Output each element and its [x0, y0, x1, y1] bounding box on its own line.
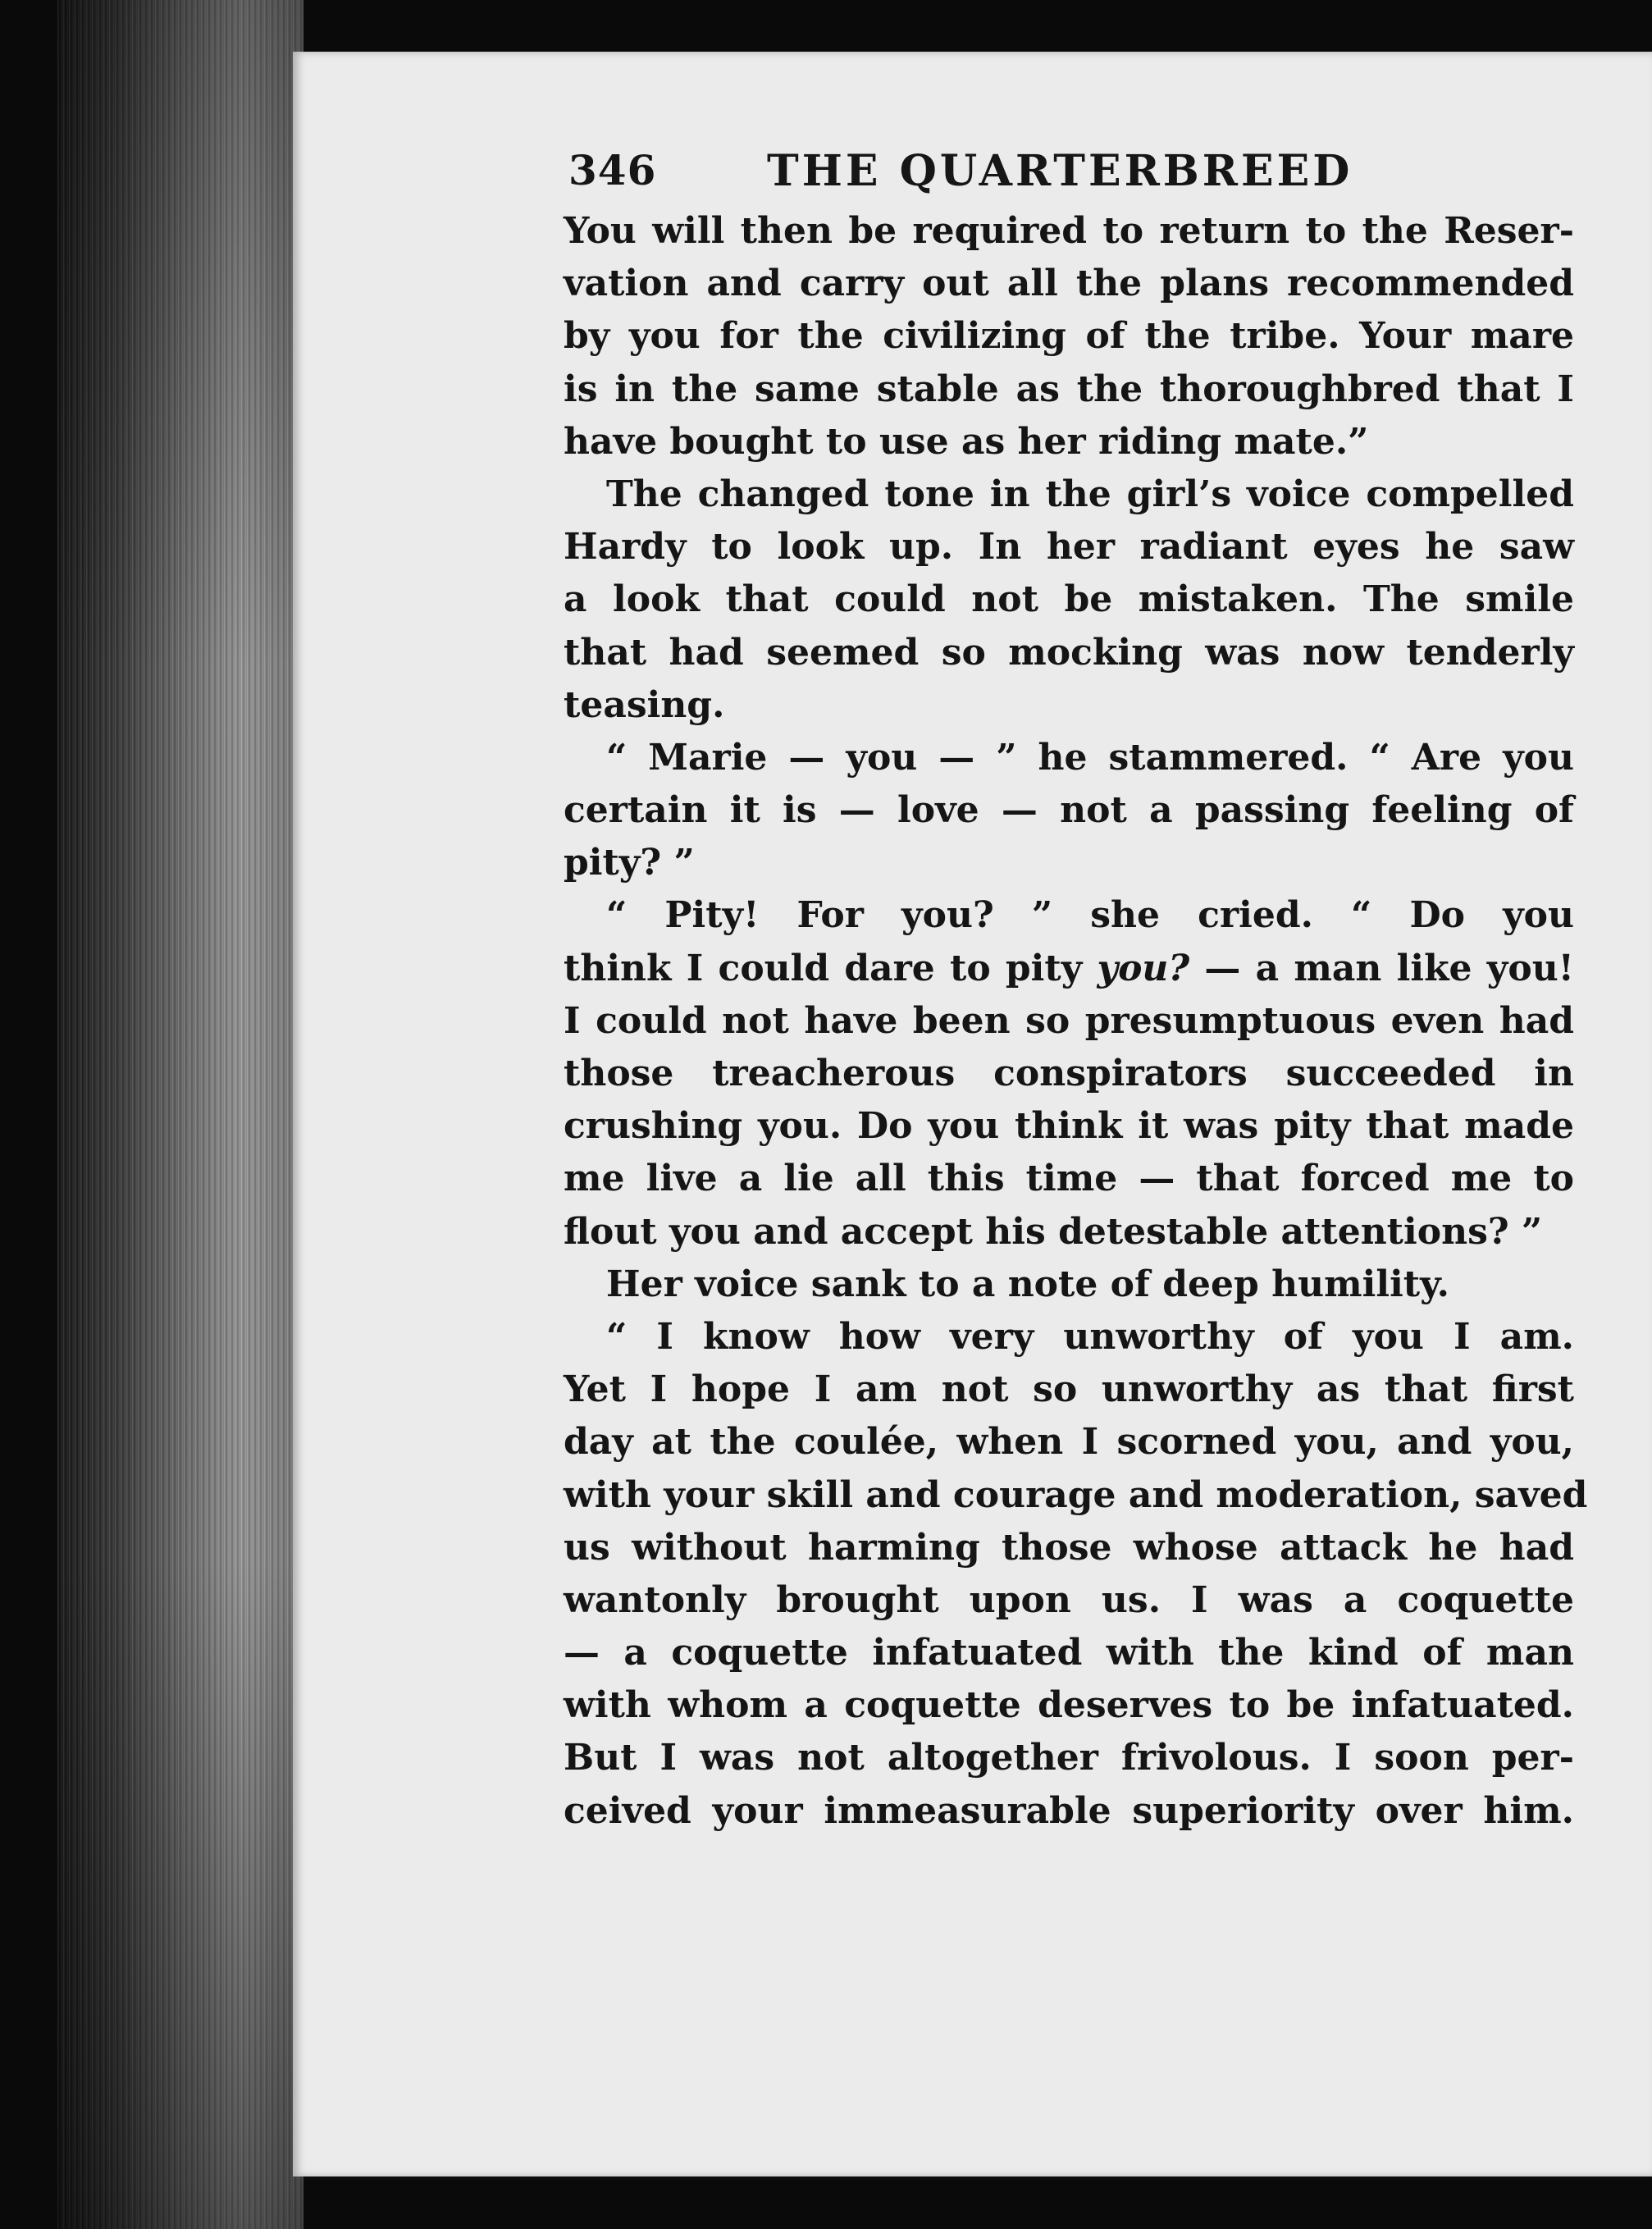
page-number: 346	[568, 146, 657, 194]
text-line: wantonly brought upon us. I was a coquette	[564, 1578, 1574, 1621]
text-line: us without harming those whose attack he had	[564, 1526, 1574, 1569]
text-line: me live a lie all this time — that forced me to	[564, 1158, 1574, 1200]
text-line: “ Pity! For you? ” she cried. “ Do you	[606, 894, 1574, 937]
text-line: those treacherous conspirators succeeded in	[564, 1053, 1574, 1094]
text-line: with your skill and courage and moderation, saved	[564, 1473, 1588, 1516]
text-line: But I was not altogether frivolous. I soon per-	[564, 1737, 1574, 1779]
text-line: I could not have been so presumptuous even had	[564, 999, 1574, 1042]
page-header	[564, 146, 1597, 203]
text-segment: think I could dare to pity	[564, 947, 1098, 989]
text-line: flout you and accept his detestable attentions? ”	[564, 1210, 1543, 1253]
text-line: — a coquette infatuated with the kind of man	[564, 1632, 1574, 1674]
text-line: “ Marie — you — ” he stammered. “ Are you	[606, 736, 1574, 779]
text-line: that had seemed so mocking was now tenderly	[564, 631, 1574, 674]
text-line: ceived your immeasurable superiority over him.	[564, 1789, 1574, 1832]
text-line: by you for the civilizing of the tribe. Your mare	[564, 315, 1574, 358]
text-line: “ I know how very unworthy of you I am.	[606, 1315, 1574, 1358]
page-content	[564, 146, 1597, 1838]
text-line: Yet I hope I am not so unworthy as that first	[564, 1368, 1574, 1411]
text-line: The changed tone in the girl’s voice compelled	[606, 473, 1574, 515]
page-sheet	[293, 52, 1652, 2176]
text-line: Hardy to look up. In her radiant eyes he saw	[564, 526, 1574, 569]
text-line: a look that could not be mistaken. The smile	[564, 578, 1574, 621]
text-line: Her voice sank to a note of deep humility.	[606, 1263, 1449, 1305]
text-line: is in the same stable as the thoroughbred that I	[564, 368, 1574, 410]
text-line: vation and carry out all the plans recommended	[564, 263, 1574, 305]
text-line: crushing you. Do you think it was pity that made	[564, 1105, 1574, 1148]
text-segment: — a man like you!	[1189, 947, 1574, 989]
text-line: have bought to use as her riding mate.”	[564, 420, 1369, 463]
text-line: You will then be required to return to the Reser-	[564, 210, 1574, 252]
text-line: with whom a coquette deserves to be infatuated.	[564, 1684, 1574, 1727]
text-line: teasing.	[564, 683, 725, 726]
text-line: pity? ”	[564, 842, 695, 884]
book-edge-shadow	[57, 0, 303, 2229]
italic-word: you?	[1097, 947, 1190, 989]
text-line: day at the coulée, when I scorned you, and you,	[564, 1421, 1574, 1464]
running-head: THE QUARTERBREED	[767, 146, 1353, 196]
body-text	[564, 205, 1597, 1838]
text-line: certain it is — love — not a passing feeling of	[564, 789, 1574, 832]
text-line	[564, 943, 1574, 995]
